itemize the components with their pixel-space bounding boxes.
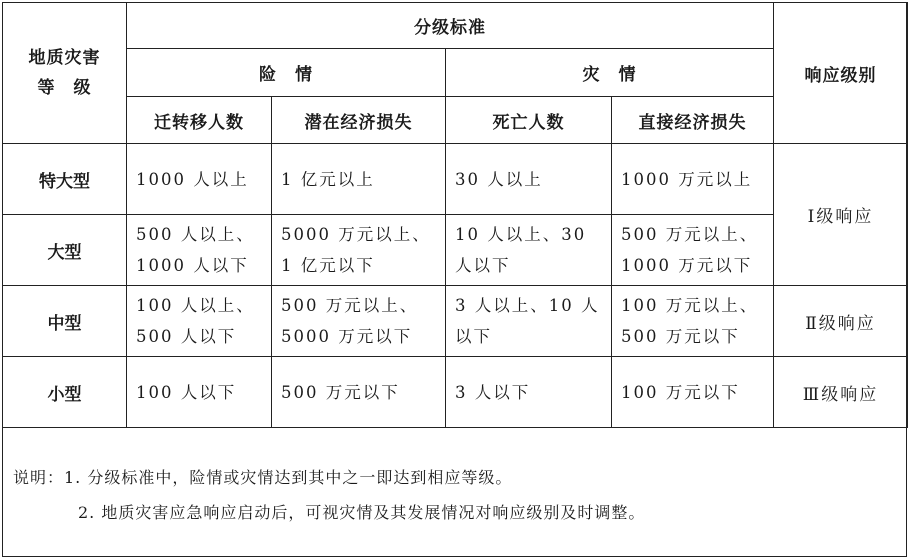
response-level-2: Ⅱ级响应	[774, 286, 908, 357]
notes	[13, 460, 645, 530]
deaths-cell	[446, 215, 612, 286]
direct-loss-cell	[612, 286, 774, 357]
direct-loss-cell	[612, 215, 774, 286]
header-danger: 险 情	[127, 49, 446, 97]
relocated-line: 100 人以上、	[136, 296, 255, 315]
deaths-line: 以下	[455, 327, 492, 346]
relocated-cell	[127, 286, 272, 357]
relocated-line: 500 人以上、	[136, 225, 255, 244]
potential-loss-line: 1 亿元以下	[281, 256, 375, 275]
header-disaster: 灾 情	[446, 49, 774, 97]
deaths-line: 人以下	[455, 256, 511, 275]
table-row	[3, 215, 908, 286]
note-line-2: 2. 地质灾害应急响应启动后，可视灾情及其发展情况对响应级别及时调整。	[78, 503, 646, 522]
deaths-cell: 3 人以下	[446, 357, 612, 428]
relocated-cell	[127, 215, 272, 286]
deaths-line: 10 人以上、30	[455, 225, 587, 244]
deaths-line: 3 人以上、10 人	[455, 296, 600, 315]
note-line-1: 说明：1. 分级标准中，险情或灾情达到其中之一即达到相应等级。	[13, 468, 513, 487]
relocated-cell: 100 人以下	[127, 357, 272, 428]
header-disaster-level	[3, 3, 127, 144]
table-row	[3, 357, 908, 428]
deaths-cell: 30 人以上	[446, 144, 612, 215]
relocated-line: 500 人以下	[136, 327, 237, 346]
relocated-line: 1000 人以下	[136, 256, 249, 275]
response-level-1: Ⅰ级响应	[774, 144, 908, 286]
potential-loss-cell: 1 亿元以上	[272, 144, 446, 215]
direct-loss-cell: 1000 万元以上	[612, 144, 774, 215]
potential-loss-cell	[272, 215, 446, 286]
header-direct-loss: 直接经济损失	[612, 97, 774, 144]
potential-loss-cell: 500 万元以下	[272, 357, 446, 428]
relocated-cell: 1000 人以上	[127, 144, 272, 215]
header-response-level: 响应级别	[774, 3, 908, 144]
header-deaths: 死亡人数	[446, 97, 612, 144]
header-level-line2: 等 级	[37, 78, 92, 98]
grade-label: 中型	[3, 286, 127, 357]
header-relocated: 迁转移人数	[127, 97, 272, 144]
header-grading-standard: 分级标准	[127, 3, 774, 49]
deaths-cell	[446, 286, 612, 357]
potential-loss-cell	[272, 286, 446, 357]
direct-loss-line: 500 万元以上、	[621, 225, 759, 244]
response-level-3: Ⅲ级响应	[774, 357, 908, 428]
direct-loss-line: 500 万元以下	[621, 327, 740, 346]
table-row	[3, 286, 908, 357]
direct-loss-cell: 100 万元以下	[612, 357, 774, 428]
potential-loss-line: 5000 万元以下	[281, 327, 413, 346]
header-potential-loss: 潜在经济损失	[272, 97, 446, 144]
grading-table	[2, 2, 908, 428]
table-row	[3, 144, 908, 215]
header-level-line1: 地质灾害	[28, 48, 101, 68]
potential-loss-line: 5000 万元以上、	[281, 225, 431, 244]
grade-label: 大型	[3, 215, 127, 286]
direct-loss-line: 100 万元以上、	[621, 296, 759, 315]
grade-label: 特大型	[3, 144, 127, 215]
grade-label: 小型	[3, 357, 127, 428]
direct-loss-line: 1000 万元以下	[621, 256, 753, 275]
potential-loss-line: 500 万元以上、	[281, 296, 419, 315]
